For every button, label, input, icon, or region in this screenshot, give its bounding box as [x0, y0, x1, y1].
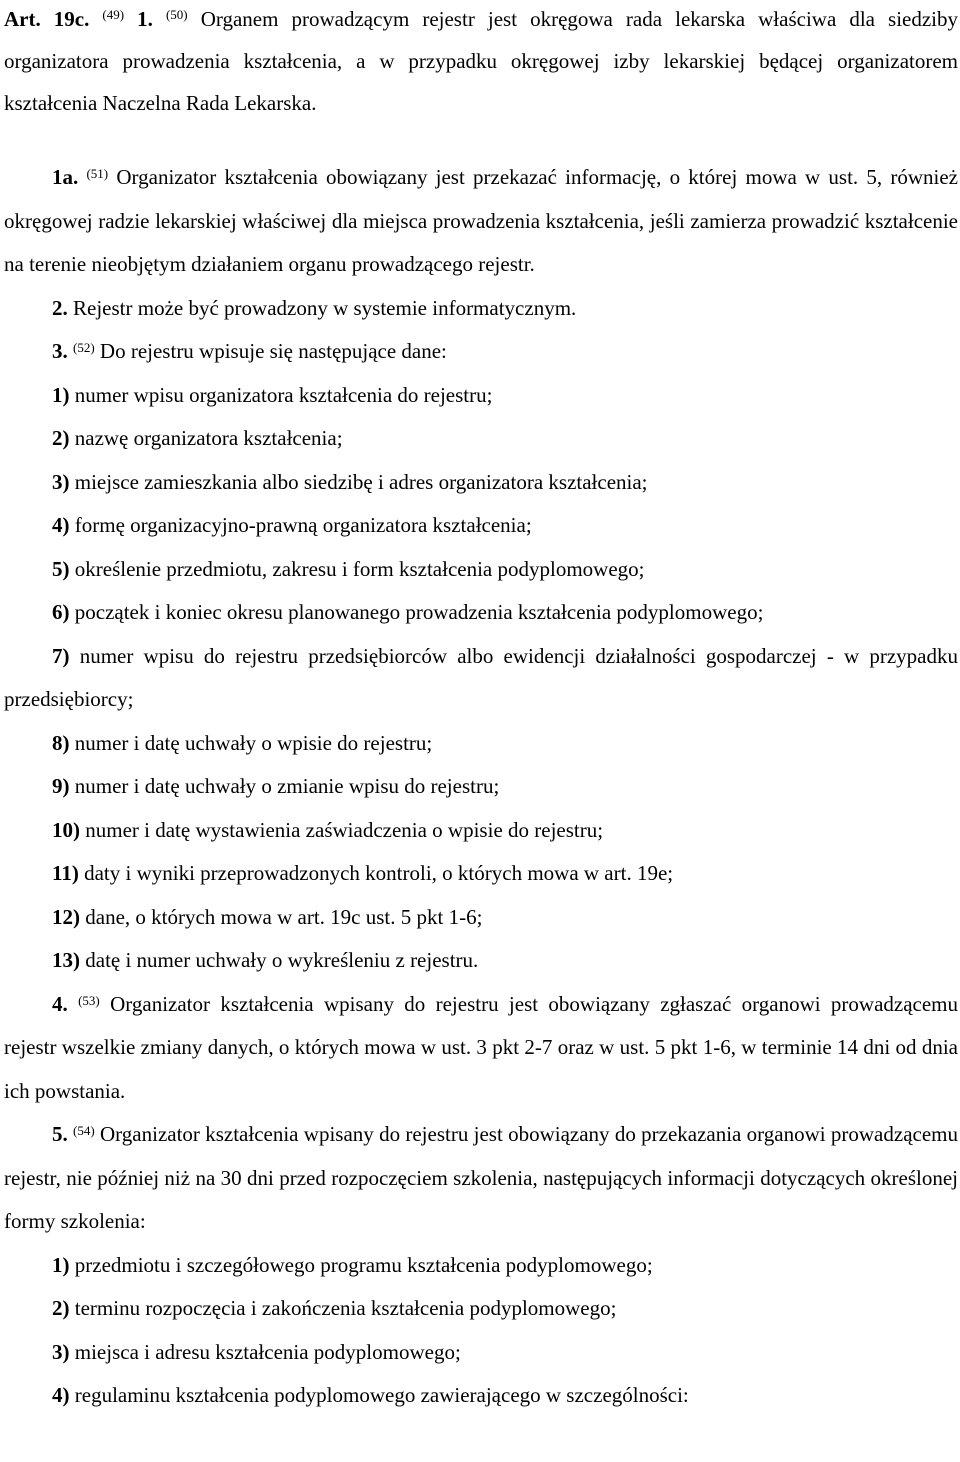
list-item-text: miejsce zamieszkania albo siedzibę i adres organizatora kształcenia;: [74, 469, 648, 494]
list-item-number: 7): [52, 643, 70, 668]
list-item-text: numer i datę uchwały o zmianie wpisu do rejestru;: [74, 774, 500, 798]
paragraph-5: [4, 1113, 958, 1244]
list-item-text: terminu rozpoczęcia i zakończenia kształcenia podyplomowego;: [74, 1296, 617, 1320]
article-heading: Art. 19c.: [4, 7, 90, 31]
list-item: [4, 1244, 958, 1288]
list-item-number: 3): [52, 1339, 70, 1364]
footnote-ref-54: (54): [73, 1123, 95, 1138]
list-item-text: dane, o których mowa w art. 19c ust. 5 pkt 1-6;: [85, 904, 483, 929]
list-item-text: numer wpisu organizatora kształcenia do rejestru;: [74, 382, 493, 407]
paragraph-1a-text: Organizator kształcenia obowiązany jest przekazać informację, o której mowa w ust. 5, również okręgowej radzie lekarskiej właściwej dla miejsca prowadzenia kształcenia, jeśli zamierza prowadzić kształcenie na terenie nieobjętym działaniem organu prowadzącego rejestr.: [4, 165, 958, 276]
list-item-number: 3): [52, 469, 70, 494]
data-list: [4, 374, 958, 983]
section-number-4: 4.: [52, 991, 68, 1016]
list-item-text: początek i koniec okresu planowanego prowadzenia kształcenia podyplomowego;: [74, 600, 764, 624]
list-item-number: 4): [52, 513, 70, 537]
list-item-number: 4): [52, 1383, 70, 1407]
list-item: [4, 1374, 958, 1418]
list-item: [4, 417, 958, 461]
list-item: [4, 765, 958, 809]
list-item-text: nazwę organizatora kształcenia;: [74, 426, 343, 450]
list-item: [4, 635, 958, 722]
list-item-number: 13): [52, 948, 80, 972]
paragraph-1-text: Organem prowadzącym rejestr jest okręgowa rada lekarska właściwa dla siedziby organizatora prowadzenia kształcenia, a w przypadku okręgowej izby lekarskiej będącej organizatorem kształcenia Naczelna Rada Lekarska.: [4, 7, 959, 115]
list-item: [4, 852, 958, 896]
section-number-1a: 1a.: [52, 165, 79, 189]
list-item: [4, 1331, 958, 1375]
list-item-number: 11): [52, 861, 79, 885]
list-item-text: numer wpisu do rejestru przedsiębiorców albo ewidencji działalności gospodarczej - w przypadku przedsiębiorcy;: [4, 643, 959, 711]
paragraph-4: [4, 983, 958, 1114]
footnote-ref-52: (52): [73, 340, 95, 355]
list-item-number: 6): [52, 600, 70, 624]
footnote-ref-49: (49): [102, 7, 125, 22]
list-item-number: 10): [52, 817, 80, 842]
list-item: [4, 722, 958, 766]
list-item-text: numer i datę wystawienia zaświadczenia o wpisie do rejestru;: [85, 817, 604, 842]
list-item-text: datę i numer uchwały o wykreśleniu z rejestru.: [85, 948, 479, 972]
section-number-5: 5.: [52, 1122, 68, 1146]
list-item: [4, 504, 958, 548]
list-item-number: 5): [52, 556, 70, 581]
footnote-ref-51: (51): [86, 166, 109, 181]
paragraph-5-text: Organizator kształcenia wpisany do rejestru jest obowiązany do przekazania organowi prowadzącemu rejestr, nie później niż na 30 dni przed rozpoczęciem szkolenia, następujących informacji dotyczących określonej formy szkolenia:: [4, 1122, 958, 1233]
paragraph-1: [4, 0, 958, 124]
list-item: [4, 461, 958, 505]
paragraph-1a: [4, 156, 958, 287]
list-item: [4, 939, 958, 983]
list-item: [4, 548, 958, 592]
list-item-text: numer i datę uchwały o wpisie do rejestru;: [74, 730, 433, 755]
paragraph-4-text: Organizator kształcenia wpisany do rejestru jest obowiązany zgłaszać organowi prowadzącemu rejestr wszelkie zmiany danych, o których mowa w ust. 3 pkt 2-7 oraz w ust. 5 pkt 1-6, w terminie 14 dni od dnia ich powstania.: [4, 991, 959, 1103]
footnote-ref-53: (53): [78, 992, 100, 1008]
footnote-ref-50: (50): [165, 7, 188, 22]
list-item-text: regulaminu kształcenia podyplomowego zawierającego w szczególności:: [74, 1383, 689, 1407]
section-number-3: 3.: [52, 339, 68, 363]
list-item-number: 9): [52, 774, 70, 798]
list-item-text: przedmiotu i szczegółowego programu kształcenia podyplomowego;: [74, 1252, 653, 1277]
list-item-text: formę organizacyjno-prawną organizatora kształcenia;: [74, 513, 532, 537]
list-item: [4, 1287, 958, 1331]
section-number-1: 1.: [137, 7, 153, 31]
list-item-text: daty i wyniki przeprowadzonych kontroli, o których mowa w art. 19e;: [84, 861, 674, 885]
list-item-text: miejsca i adresu kształcenia podyplomowego;: [74, 1339, 461, 1364]
list-item-number: 2): [52, 426, 70, 450]
list-item-number: 2): [52, 1296, 70, 1320]
paragraph-3: [4, 330, 958, 374]
list-item: [4, 591, 958, 635]
information-list: [4, 1244, 958, 1418]
paragraph-2-text: Rejestr może być prowadzony w systemie informatycznym.: [73, 295, 577, 320]
list-item-number: 1): [52, 1252, 70, 1277]
section-number-2: 2.: [52, 295, 68, 320]
list-item-number: 12): [52, 904, 80, 929]
list-item-number: 1): [52, 382, 70, 407]
list-item: [4, 374, 958, 418]
document-page: [4, 0, 958, 1418]
list-item-text: określenie przedmiotu, zakresu i form kształcenia podyplomowego;: [74, 556, 645, 581]
paragraph-3-text: Do rejestru wpisuje się następujące dane:: [99, 339, 447, 363]
list-item: [4, 809, 958, 853]
list-item-number: 8): [52, 730, 70, 755]
list-item: [4, 896, 958, 940]
paragraph-2: [4, 287, 958, 331]
